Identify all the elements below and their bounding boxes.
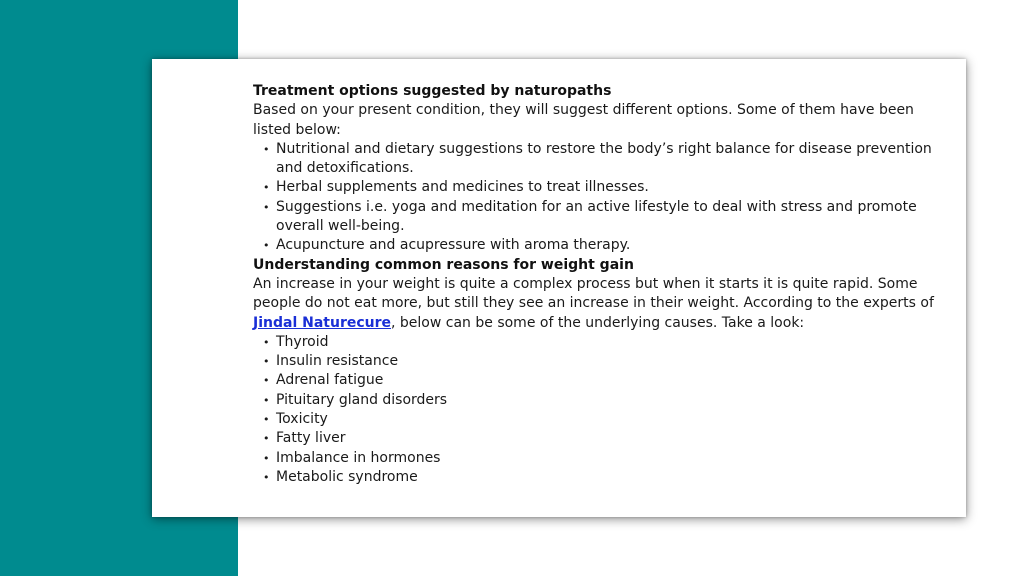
list-item: • Pituitary gland disorders (253, 391, 943, 410)
list-item: • Herbal supplements and medicines to treat illnesses. (253, 178, 943, 197)
jindal-naturecure-link[interactable]: Jindal Naturecure (253, 314, 392, 331)
weight-gain-intro (253, 275, 943, 333)
list-item: • Fatty liver (253, 429, 943, 448)
treatment-options-intro: Based on your present condition, they will suggest different options. Some of them have been listed below: (253, 102, 914, 138)
list-item: • Adrenal fatigue (253, 371, 943, 390)
list-item: • Toxicity (253, 410, 943, 429)
article-content (253, 82, 943, 487)
list-item: • Imbalance in hormones (253, 449, 943, 468)
list-item: • Acupuncture and acupressure with aroma therapy. (253, 236, 943, 255)
weight-gain-causes-list (253, 333, 943, 487)
weight-gain-intro-text: An increase in your weight is quite a complex process but when it starts it is quite rapid. Some people do not eat more, but still they see an increase in their weight. According to the experts of (253, 275, 934, 312)
list-item: • Thyroid (253, 333, 943, 352)
content-card (152, 59, 966, 517)
list-item: • Suggestions i.e. yoga and meditation for an active lifestyle to deal with stress and promote overall well-being. (253, 198, 943, 237)
list-item: • Insulin resistance (253, 352, 943, 371)
weight-gain-intro-text-end: , below can be some of the underlying causes. Take a look: (391, 314, 805, 331)
list-item: • Nutritional and dietary suggestions to restore the body’s right balance for disease prevention and detoxifications. (253, 140, 943, 179)
treatment-options-list (253, 140, 943, 256)
treatment-options-heading: Treatment options suggested by naturopaths (253, 83, 612, 99)
weight-gain-heading: Understanding common reasons for weight gain (253, 256, 634, 273)
list-item: • Metabolic syndrome (253, 468, 943, 487)
